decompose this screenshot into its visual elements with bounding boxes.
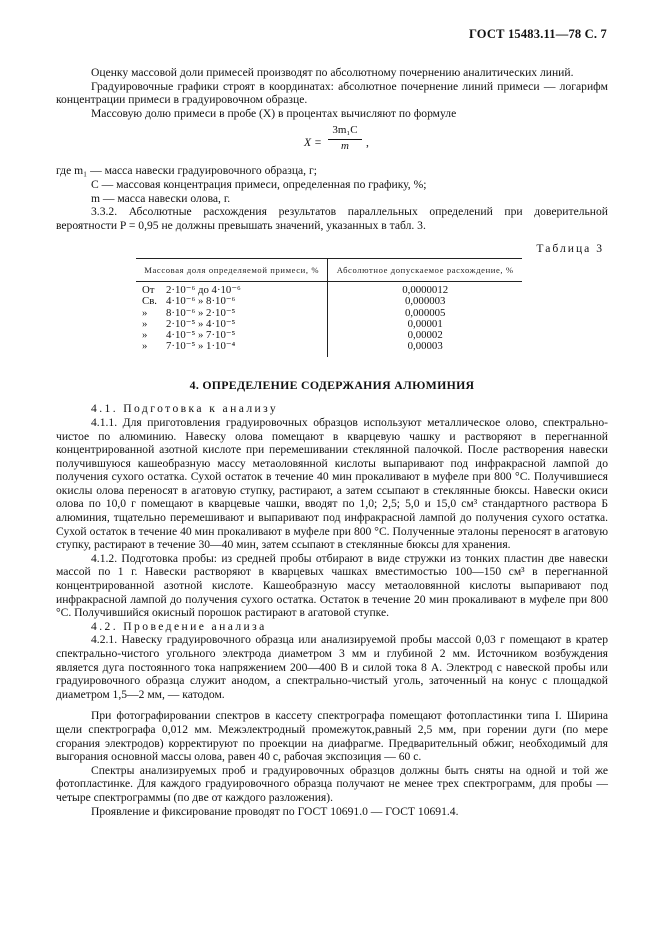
range-prefix: »: [142, 306, 148, 319]
paragraph-4-1-1: 4.1.1. Для приготовления градуировочных образцов используют металлическое олово, спектрально-чистое по алюминию. Навеску олова помещают в кварцевую чашку и растворяют в перегнанной концентрированной азотной кислоте при перемешивании стеклянной палочкой. После растворения навески получившуюся кашеобразную массу метаоловянной кислоты выпаривают под инфракрасной лампой до получения сухого остатка. Сухой остаток в течение 40 мин прокаливают в муфеле при 800 °С. Получившиеся окислы олова переносят в агатовую ступку, растирают, а затем ссыпают в стеклянные бюксы. Навески окиси олова по 10,0 г помещают в кварцевые чашки, вводят по 1,0; 2,5; 5,0 и 15,0 см³ стандартного раствора Б алюминия, тщательно перемешивают и выпаривают под инфракрасной лампой до получения сухого остатка. Сухой остаток в течение 40 мин прокаливают в муфеле при 800 °С. Полученные эталоны переносят в агатовую ступку, растирают в течение 30—40 мин, затем ссыпают в стеклянные бюксы для хранения.: [56, 415, 608, 552]
table-header-mass-fraction: Массовая доля определяемой примеси, %: [136, 258, 328, 281]
formula-denominator: m: [341, 139, 349, 152]
formula-comma: ,: [366, 136, 369, 150]
range-prefix: От: [142, 283, 155, 296]
table-cell-range: [136, 281, 328, 296]
paragraph-spectra: Спектры анализируемых проб и градуировочных образцов должны быть сняты на одной и той же фотопластинке. Для каждого градуировочного образца получают не менее трех спектрограмм, для пробы — четыре спектрограммы (по две от каждого разложения).: [56, 763, 608, 804]
range-text: 4·10⁻⁵ » 7·10⁻⁵: [166, 329, 236, 342]
paragraph-formula-intro: Массовую долю примеси в пробе (X) в процентах вычисляют по формуле: [91, 106, 457, 120]
range-text: 2·10⁻⁶ до 4·10⁻⁶: [166, 283, 241, 296]
range-prefix: Св.: [142, 295, 157, 308]
range-text: 7·10⁻⁵ » 1·10⁻⁴: [166, 340, 236, 353]
range-prefix: »: [142, 329, 148, 342]
definition-c: C — массовая концентрация примеси, определенная по графику, %;: [91, 177, 427, 191]
table-3-label: Таблица 3: [536, 242, 604, 256]
paragraph-3-3-2: 3.3.2. Абсолютные расхождения результатов параллельных определений при доверительной вероятности P = 0,95 не должны превышать значений, указанных в табл. 3.: [56, 205, 608, 232]
formula-numerator: 3m₁C: [328, 124, 362, 140]
definition-m1: где m₁ — масса навески градуировочного образца, г;: [56, 164, 317, 178]
table-cell-value: 0,00001: [407, 317, 443, 330]
subsection-4-1-title: 4.1. Подготовка к анализу: [91, 402, 279, 416]
table-row: [136, 281, 522, 296]
paragraph-assessment: Оценку массовой доли примесей производят по абсолютному почернению аналитических линий.: [91, 66, 574, 79]
paragraph-4-2-1: 4.2.1. Навеску градуировочного образца или анализируемой пробы массой 0,03 г помещают в кратер спектрально-чистого угольного электрода диаметром 3 мм и глубиной 2 мм. Источником возбуждения является дуга постоянного тока напряжением 200—400 В и силой тока 8 А. Электрод с навеской пробы или градуировочного образца служит анодом, а спектрально-чистый уголь, заточенный на конус с площадкой диаметром 1,5—2 мм, — катодом.: [56, 633, 608, 701]
range-text: 4·10⁻⁶ » 8·10⁻⁶: [166, 295, 236, 308]
paragraph-4-1-2: 4.1.2. Подготовка пробы: из средней пробы отбирают в виде стружки из тонких пластин две навески массой по 1 г. Навески растворяют в кварцевых чашках вместимостью 100—150 см³ в перегнанной концентрированной азотной кислоте. Кашеобразную массу метаоловянной кислоты выпаривают под инфракрасной лампой до получения сухого остатка. Остаток в течение 20 мин прокаливают в муфеле при 800 °С. Получившийся окисный порошок растирают в агатовой ступке.: [56, 551, 608, 620]
table-cell-value: 0,00002: [407, 329, 443, 342]
formula-fraction: [328, 124, 362, 153]
section-4-title: 4. ОПРЕДЕЛЕНИЕ СОДЕРЖАНИЯ АЛЮМИНИЯ: [189, 377, 475, 392]
table-header-row: [136, 258, 522, 281]
subsection-4-2-title: 4.2. Проведение анализа: [91, 619, 267, 633]
table-cell-value: 0,000003: [404, 295, 446, 308]
table-cell-value: 0,000005: [404, 306, 446, 319]
table-cell-value: 0,0000012: [402, 283, 449, 296]
range-prefix: »: [142, 317, 148, 330]
formula-lhs: X =: [304, 136, 322, 150]
page-content: [56, 66, 608, 818]
paragraph-developing: Проявление и фиксирование проводят по ГОСТ 10691.0 — ГОСТ 10691.4.: [91, 804, 459, 818]
formula-definitions: [56, 164, 608, 205]
paragraph-photographing: При фотографировании спектров в кассету спектрографа помещают фотопластинки типа I. Ширина щели спектрографа 0,012 мм. Межэлектродный промежуток,равный 2,5 мм, при горении дуги (по мере сгорания электродов) корректируют по проекции на диафрагме. Предварительный обжиг, необходимый для выгорания основной массы олова, равен 40 с, рабочая экспозиция — 60 с.: [56, 709, 608, 764]
table-header-discrepancy: Абсолютное допускаемое расхождение, %: [336, 264, 514, 275]
mass-fraction-formula: [56, 124, 608, 158]
table-cell-value: 0,00003: [407, 340, 443, 353]
table-row: [136, 341, 522, 356]
range-prefix: »: [142, 340, 148, 353]
range-text: 2·10⁻⁵ » 4·10⁻⁵: [166, 317, 236, 330]
definition-m: m — масса навески олова, г.: [91, 191, 231, 205]
paragraph-calibration-graphs: Градуировочные графики строят в координатах: абсолютное почернение линий примеси — логарифм концентрации примеси в градуировочном образце.: [56, 79, 608, 107]
range-text: 8·10⁻⁶ » 2·10⁻⁵: [166, 306, 236, 319]
page-header: ГОСТ 15483.11—78 С. 7: [468, 27, 607, 41]
table-cell-range: [136, 341, 328, 356]
table-3: [136, 258, 522, 357]
